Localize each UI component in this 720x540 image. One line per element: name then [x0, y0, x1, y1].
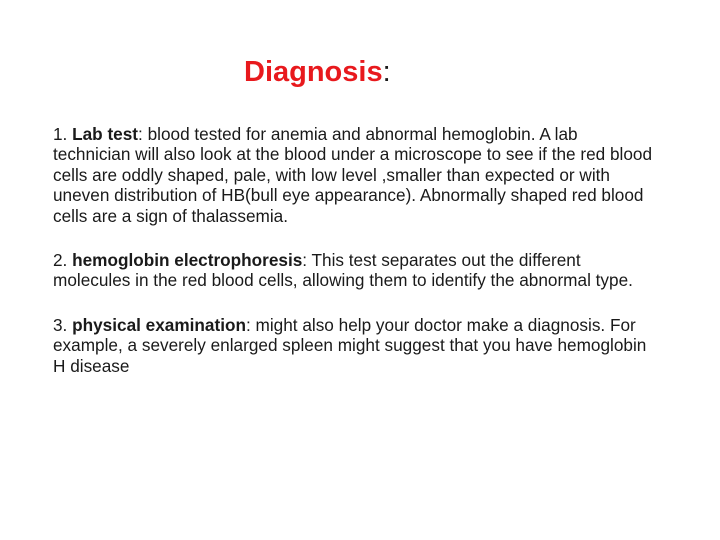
section-number: 1. — [53, 124, 68, 144]
slide-content — [53, 124, 653, 400]
section-term: physical examination — [72, 314, 246, 335]
section-text: : This test separates out the different molecules in the red blood cells, allowing them to identify the abnormal type. — [53, 250, 633, 291]
slide-title — [244, 52, 391, 92]
section-hemoglobin-electrophoresis — [53, 250, 653, 291]
section-number: 2. — [53, 250, 68, 271]
section-term: hemoglobin electrophoresis — [72, 250, 303, 271]
title-text: Diagnosis — [244, 56, 383, 88]
section-number: 3. — [53, 314, 68, 335]
section-text: : blood tested for anemia and abnormal hemoglobin. A lab technician will also look at the blood under a microscope to see if the red blood cells are oddly shaped, pale, with low level ,smaller than expected or with uneven distribution of HB(bull eye appearance). Abnormally shaped red blood cells are a sign of thalassemia. — [53, 124, 653, 226]
section-physical-examination — [53, 315, 653, 376]
section-text: : might also help your doctor make a diagnosis. For example, a severely enlarged spleen might suggest that you have hemoglobin H disease — [53, 314, 647, 376]
title-colon: : — [382, 56, 391, 88]
section-term: Lab test — [72, 124, 139, 144]
section-lab-test — [53, 124, 653, 226]
